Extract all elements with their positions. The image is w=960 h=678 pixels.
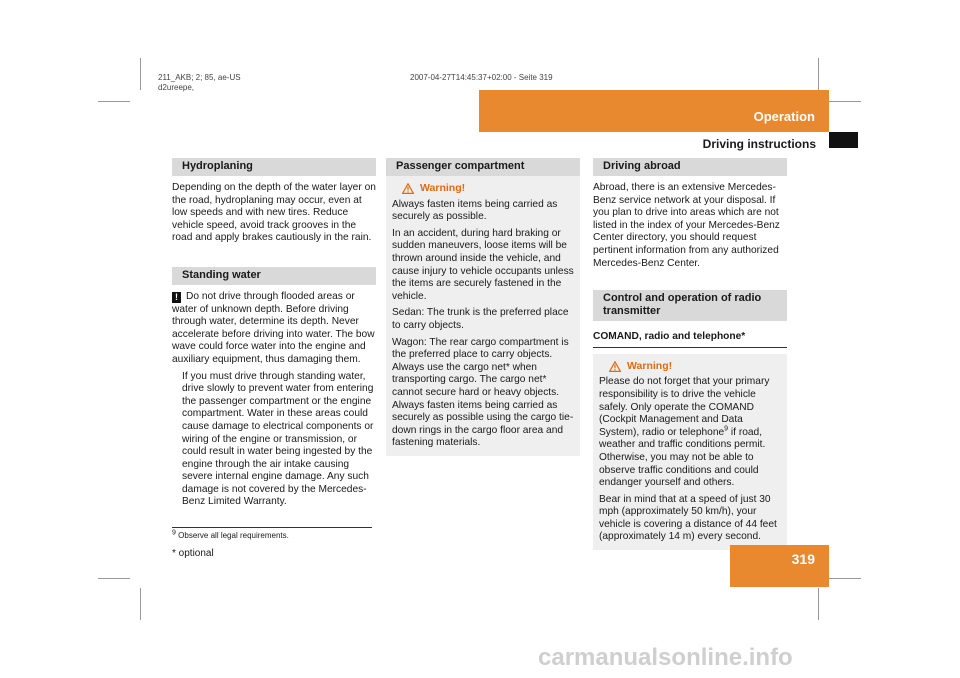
meta-line-1: 211_AKB; 2; 85, ae-US <box>158 73 241 82</box>
passenger-compartment-heading: Passenger compartment <box>386 158 580 176</box>
footnote-ref: 9 <box>724 425 729 433</box>
warning-box <box>593 354 787 550</box>
warning-p2: Bear in mind that at a speed of just 30 mph (approximately 50 km/h), your vehicle is covering a distance of 44 feet (approximately 14 m) every second. <box>599 493 777 543</box>
warning-triangle-icon <box>609 361 621 372</box>
crop-mark <box>98 101 130 102</box>
warning-box <box>386 176 580 456</box>
watermark: carmanualsonline.info <box>538 644 793 671</box>
warning-triangle-icon <box>402 183 414 194</box>
footnote-text: Observe all legal requirements. <box>178 531 289 540</box>
warning-p2: In an accident, during hard braking or sudden maneuvers, loose items will be thrown around inside the vehicle, and cause injury to vehicle occupants unless the items are securely fastened in the vehicle. <box>392 227 574 302</box>
driving-abroad-text: Abroad, there is an extensive Mercedes-Benz service network at your disposal. If you plan to drive into areas which are not listed in the index of your Mercedes-Benz Center directory, you should request pertinent information from any authorized Mercedes-Benz Center. <box>593 182 780 269</box>
warning-label: Warning! <box>420 182 466 194</box>
crop-mark <box>140 58 141 90</box>
meta-line-2: d2ureepe, <box>158 83 195 92</box>
warning-p4: Wagon: The rear cargo compartment is the preferred place to carry objects. Always use the cargo net* when transporting cargo. The cargo net* cannot secure hard or heavy objects. Always fasten items being carried as securely as possible using the cargo tie-down rings in the cargo floor area and fastening materials. <box>392 336 574 449</box>
warning-title <box>402 182 574 195</box>
footnote <box>172 531 289 540</box>
crop-mark <box>98 578 130 579</box>
crop-mark <box>140 588 141 620</box>
standing-water-heading: Standing water <box>172 267 376 285</box>
optional-note: * optional <box>172 548 214 559</box>
warning-p1-a: Please do not forget that your primary responsibility is to drive the vehicle safely. Only operate the COMAND (Cockpit Management and Data System), radio or telephone <box>599 376 770 438</box>
print-meta <box>158 73 241 93</box>
tab-marker <box>829 132 858 148</box>
section-tab <box>479 90 829 132</box>
footnote-mark: 9 <box>172 529 176 537</box>
crop-mark <box>818 58 819 90</box>
column-1 <box>172 158 376 509</box>
warning-p3: Sedan: The trunk is the preferred place to carry objects. <box>392 307 569 331</box>
notice-icon: ! <box>172 292 181 303</box>
driving-abroad-heading: Driving abroad <box>593 158 787 176</box>
page-number-tab <box>730 545 829 587</box>
warning-title <box>609 360 781 373</box>
crop-mark <box>829 578 861 579</box>
standing-water-notice <box>172 291 376 367</box>
hydroplaning-heading: Hydroplaning <box>172 158 376 176</box>
standing-water-p1: Do not drive through flooded areas or water of unknown depth. Before driving through water, determine its depth. Never accelerate before driving into water. The bow wave could force water into the engine and auxiliary equipment, thus damaging them. <box>172 290 375 365</box>
subsection-title: Driving instructions <box>702 137 816 151</box>
page-number: 319 <box>791 551 815 567</box>
column-3 <box>593 158 787 550</box>
warning-p1 <box>599 376 781 489</box>
warning-p1-b: if road, weather and traffic conditions permit. Otherwise, you may not be able to observe traffic conditions and could endanger yourself and others. <box>599 426 766 489</box>
print-timestamp: 2007-04-27T14:45:37+02:00 - Seite 319 <box>410 73 553 82</box>
crop-mark <box>829 101 861 102</box>
standing-water-p2: If you must drive through standing water, drive slowly to prevent water from entering the passenger compartment or the engine compartment. Water in these areas could cause damage to electrical components or wiring of the engine or transmission, or could result in water being ingested by the engine through the air intake causing severe internal engine damage. Any such damage is not covered by the Mercedes-Benz Limited Warranty. <box>182 370 374 508</box>
radio-transmitter-heading: Control and operation of radio transmitter <box>593 290 787 321</box>
comand-subheading: COMAND, radio and telephone* <box>593 331 787 348</box>
footnote-rule <box>172 527 372 528</box>
warning-label: Warning! <box>627 359 673 372</box>
column-2 <box>386 158 580 456</box>
hydroplaning-text: Depending on the depth of the water layer on the road, hydroplaning may occur, even at low speeds and with new tires. Reduce vehicle speed, avoid track grooves in the road and apply brakes cautiously in the rain. <box>172 182 376 244</box>
crop-mark <box>818 588 819 620</box>
warning-p1: Always fasten items being carried as securely as possible. <box>392 198 558 223</box>
section-title: Operation <box>753 109 815 124</box>
